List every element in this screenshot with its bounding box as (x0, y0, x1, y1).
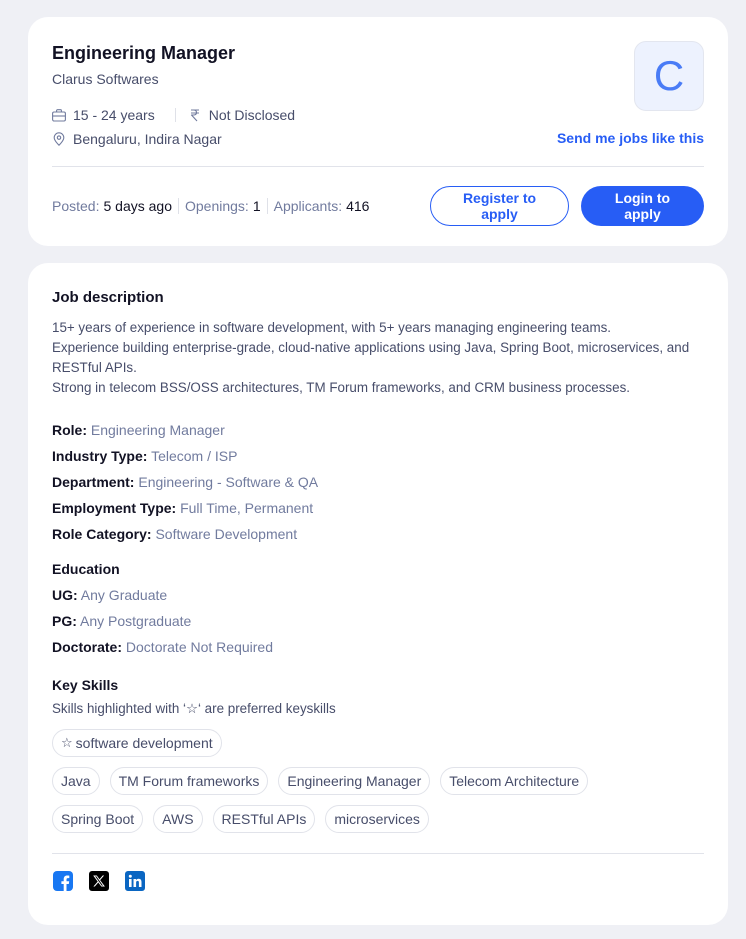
detail-value: Software Development (155, 526, 298, 542)
openings-value: 1 (252, 198, 261, 214)
skill-chip[interactable]: Engineering Manager (278, 767, 430, 795)
detail-key: Industry Type: (52, 448, 148, 464)
x-twitter-icon[interactable] (88, 870, 110, 892)
linkedin-icon[interactable] (124, 870, 146, 892)
stats-and-actions-row (52, 167, 704, 245)
detail-role-category (52, 521, 704, 547)
skill-chip[interactable]: RESTful APIs (213, 805, 316, 833)
company-logo-letter: C (653, 52, 685, 99)
education-key: UG: (52, 587, 78, 603)
briefcase-icon (52, 108, 66, 122)
skill-chip[interactable]: AWS (153, 805, 202, 833)
description-line: Strong in telecom BSS/OSS architectures, TM Forum frameworks, and CRM business processes. (52, 380, 630, 395)
rupee-icon (188, 108, 202, 122)
location-value[interactable]: Bengaluru, Indira Nagar (73, 131, 222, 147)
education-value: Doctorate Not Required (125, 639, 273, 655)
education-key: Doctorate: (52, 639, 123, 655)
stats-divider (178, 198, 179, 214)
preferred-skills-row (52, 729, 704, 757)
applicants-value: 416 (346, 198, 370, 214)
skills-row (52, 805, 704, 833)
apply-actions (430, 186, 704, 226)
description-line: 15+ years of experience in software development, with 5+ years managing engineering teams. (52, 320, 612, 335)
job-details-list (52, 417, 704, 547)
skill-chip[interactable]: Telecom Architecture (440, 767, 588, 795)
education-key: PG: (52, 613, 77, 629)
skill-chip[interactable]: Java (52, 767, 100, 795)
detail-value[interactable]: Engineering - Software & QA (138, 474, 319, 490)
education-value: Any Graduate (80, 587, 168, 603)
education-doctorate (52, 634, 704, 660)
login-to-apply-button[interactable]: Login to apply (581, 186, 704, 226)
skill-chip-preferred[interactable] (52, 729, 222, 757)
skill-chip[interactable]: TM Forum frameworks (110, 767, 269, 795)
description-line: Experience building enterprise-grade, cloud-native applications using Java, Spring Boot, microservices, and RESTful APIs. (52, 340, 690, 375)
job-header-card (28, 17, 728, 246)
job-description-title: Job description (52, 289, 164, 306)
meta-divider (175, 108, 176, 122)
experience (52, 106, 155, 124)
salary-value: Not Disclosed (208, 107, 296, 123)
detail-employment-type (52, 495, 704, 521)
key-skills-title: Key Skills (52, 677, 119, 693)
share-divider (52, 853, 704, 854)
experience-value: 15 - 24 years (73, 107, 155, 123)
job-meta-row (52, 106, 704, 124)
detail-industry-type (52, 443, 704, 469)
job-description-text (52, 318, 704, 398)
detail-key: Role Category: (52, 526, 152, 542)
openings-label: Openings: (184, 198, 249, 214)
skills-row (52, 767, 704, 795)
detail-value: Full Time, Permanent (180, 500, 314, 516)
detail-key: Department: (52, 474, 135, 490)
education-ug (52, 582, 704, 608)
posted-label: Posted: (52, 198, 100, 214)
salary (188, 106, 295, 124)
send-similar-jobs-link[interactable]: Send me jobs like this (556, 130, 704, 146)
detail-department (52, 469, 704, 495)
skill-chip[interactable]: Spring Boot (52, 805, 143, 833)
skill-label: software development (75, 735, 213, 751)
star-icon: ☆ (61, 735, 73, 750)
facebook-icon[interactable] (52, 870, 74, 892)
detail-key: Employment Type: (52, 500, 177, 516)
detail-role (52, 417, 704, 443)
detail-value[interactable]: Engineering Manager (90, 422, 225, 438)
location-pin-icon (52, 132, 66, 146)
education-value: Any Postgraduate (80, 613, 192, 629)
company-logo[interactable] (634, 41, 704, 111)
stats-divider (267, 198, 268, 214)
location (52, 130, 222, 148)
key-skills-hint: Skills highlighted with ‘☆‘ are preferred keyskills (52, 701, 336, 716)
job-description-card (28, 263, 728, 925)
posted-value: 5 days ago (103, 198, 172, 214)
education-title: Education (52, 561, 120, 577)
share-row (52, 870, 704, 892)
register-to-apply-button[interactable]: Register to apply (430, 186, 569, 226)
job-title: Engineering Manager (52, 43, 236, 63)
applicants-label: Applicants: (273, 198, 343, 214)
education-pg (52, 608, 704, 634)
detail-value[interactable]: Telecom / ISP (151, 448, 238, 464)
detail-key: Role: (52, 422, 87, 438)
job-stats (52, 198, 369, 214)
company-name[interactable]: Clarus Softwares (52, 71, 159, 87)
skill-chip[interactable]: microservices (325, 805, 429, 833)
education-list (52, 582, 704, 660)
